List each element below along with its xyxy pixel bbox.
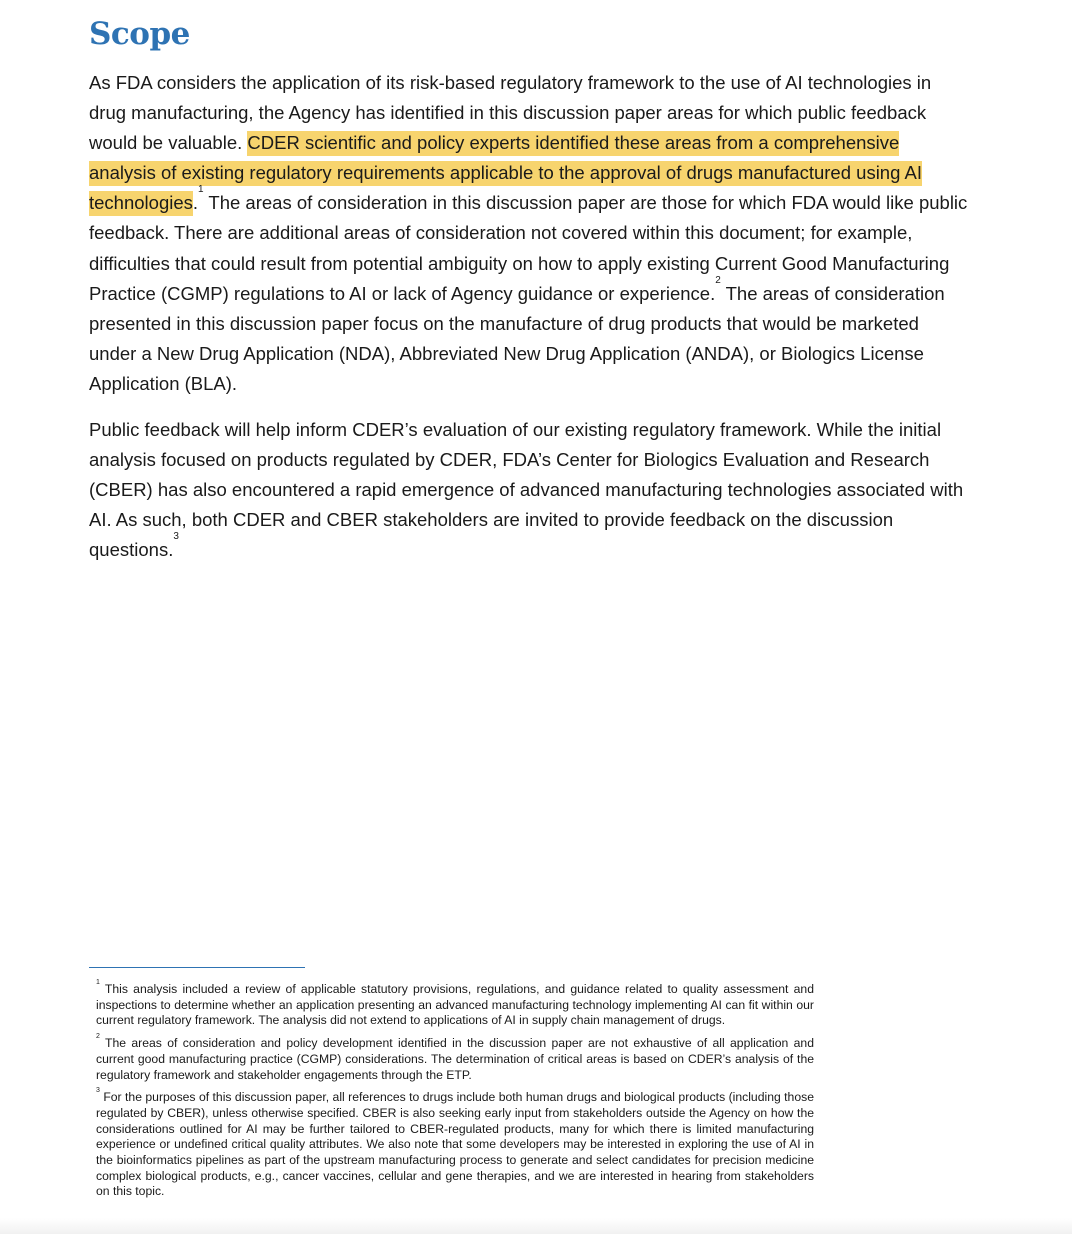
footnote-text: This analysis included a review of applicable statutory provisions, regulations, and guidance related to quality assessment and inspections to determine whether an application presenting an advanced manufacturing technology implementing AI can fit within our current regulatory framework. The analysis did not extend to applications of AI in supply chain management of drugs. <box>96 982 814 1028</box>
paragraph-text: Public feedback will help inform CDER’s evaluation of our existing regulatory framework. While the initial analysis focused on products regulated by CDER, FDA’s Center for Biologics Evaluation and Research (CBER) has also encountered a rapid emergence of advanced manufacturing technologies associated with AI. As such, both CDER and CBER stakeholders are invited to provide feedback on the discussion questions. <box>89 419 964 561</box>
paragraph-text: As FDA considers the application of its risk-based regulatory framework to the use of AI technologies in drug manufacturing, the Agency has identified in this discussion paper areas for which public feedback would be valuable. <box>89 72 932 154</box>
scope-paragraph-1 <box>89 68 969 399</box>
footnote-marker: 1 <box>96 979 100 986</box>
footnote-marker: 3 <box>96 1087 100 1095</box>
paragraph-text: . <box>192 192 199 214</box>
footnote-marker: 2 <box>96 1033 100 1041</box>
footnote-text: The areas of consideration and policy development identified in the discussion paper are not exhaustive of all application and current good manufacturing practice (CGMP) considerations. The determination of critical areas is based on CDER’s analysis of the regulatory framework and stakeholder engagements through the ETP. <box>96 1036 814 1082</box>
footnotes <box>96 979 814 1207</box>
highlighted-text[interactable]: CDER scientific and policy experts identified these areas from a comprehensive analysis of existing regulatory requirements applicable to the approval of drugs manufactured using AI technologies <box>89 131 922 216</box>
footnote-ref-1[interactable]: 1 <box>198 184 204 196</box>
section-heading: Scope <box>89 16 190 52</box>
scope-paragraph-2 <box>89 415 969 565</box>
footnote-ref-2[interactable]: 2 <box>715 274 721 286</box>
footnote-ref-3[interactable]: 3 <box>173 531 179 543</box>
footnote-1 <box>96 979 814 1029</box>
footnote-3 <box>96 1087 814 1200</box>
paragraph-text: The areas of consideration presented in this discussion paper focus on the manufacture of drug products that would be marketed under a New Drug Application (NDA), Abbreviated New Drug Application (ANDA), or Biologics License Application (BLA). <box>89 282 945 394</box>
footnote-separator <box>89 967 305 968</box>
footnote-text: For the purposes of this discussion paper, all references to drugs include both human drugs and biological products (including those regulated by CBER), unless otherwise specified. CBER is also seeking early input from stakeholders outside the Agency on how the considerations outlined for AI may be further tailored to CBER-regulated products, many for which there is limited manufacturing experience or undefined critical quality attributes. We also note that some developers may be interested in exploring the use of AI in the bioinformatics pipelines as part of the upstream manufacturing process to generate and select candidates for precision medicine complex biological products, e.g., cancer vaccines, cellular and gene therapies, and we are interested in hearing from stakeholders on this topic. <box>96 1090 814 1199</box>
page-bottom-edge <box>0 1218 1072 1234</box>
paragraph-text: The areas of consideration in this discussion paper are those for which FDA would like public feedback. There are additional areas of consideration not covered within this document; for example, difficulties that could result from potential ambiguity on how to apply existing Current Good Manufacturing Practice (CGMP) regulations to AI or lack of Agency guidance or experience. <box>89 192 968 304</box>
footnote-2 <box>96 1033 814 1083</box>
